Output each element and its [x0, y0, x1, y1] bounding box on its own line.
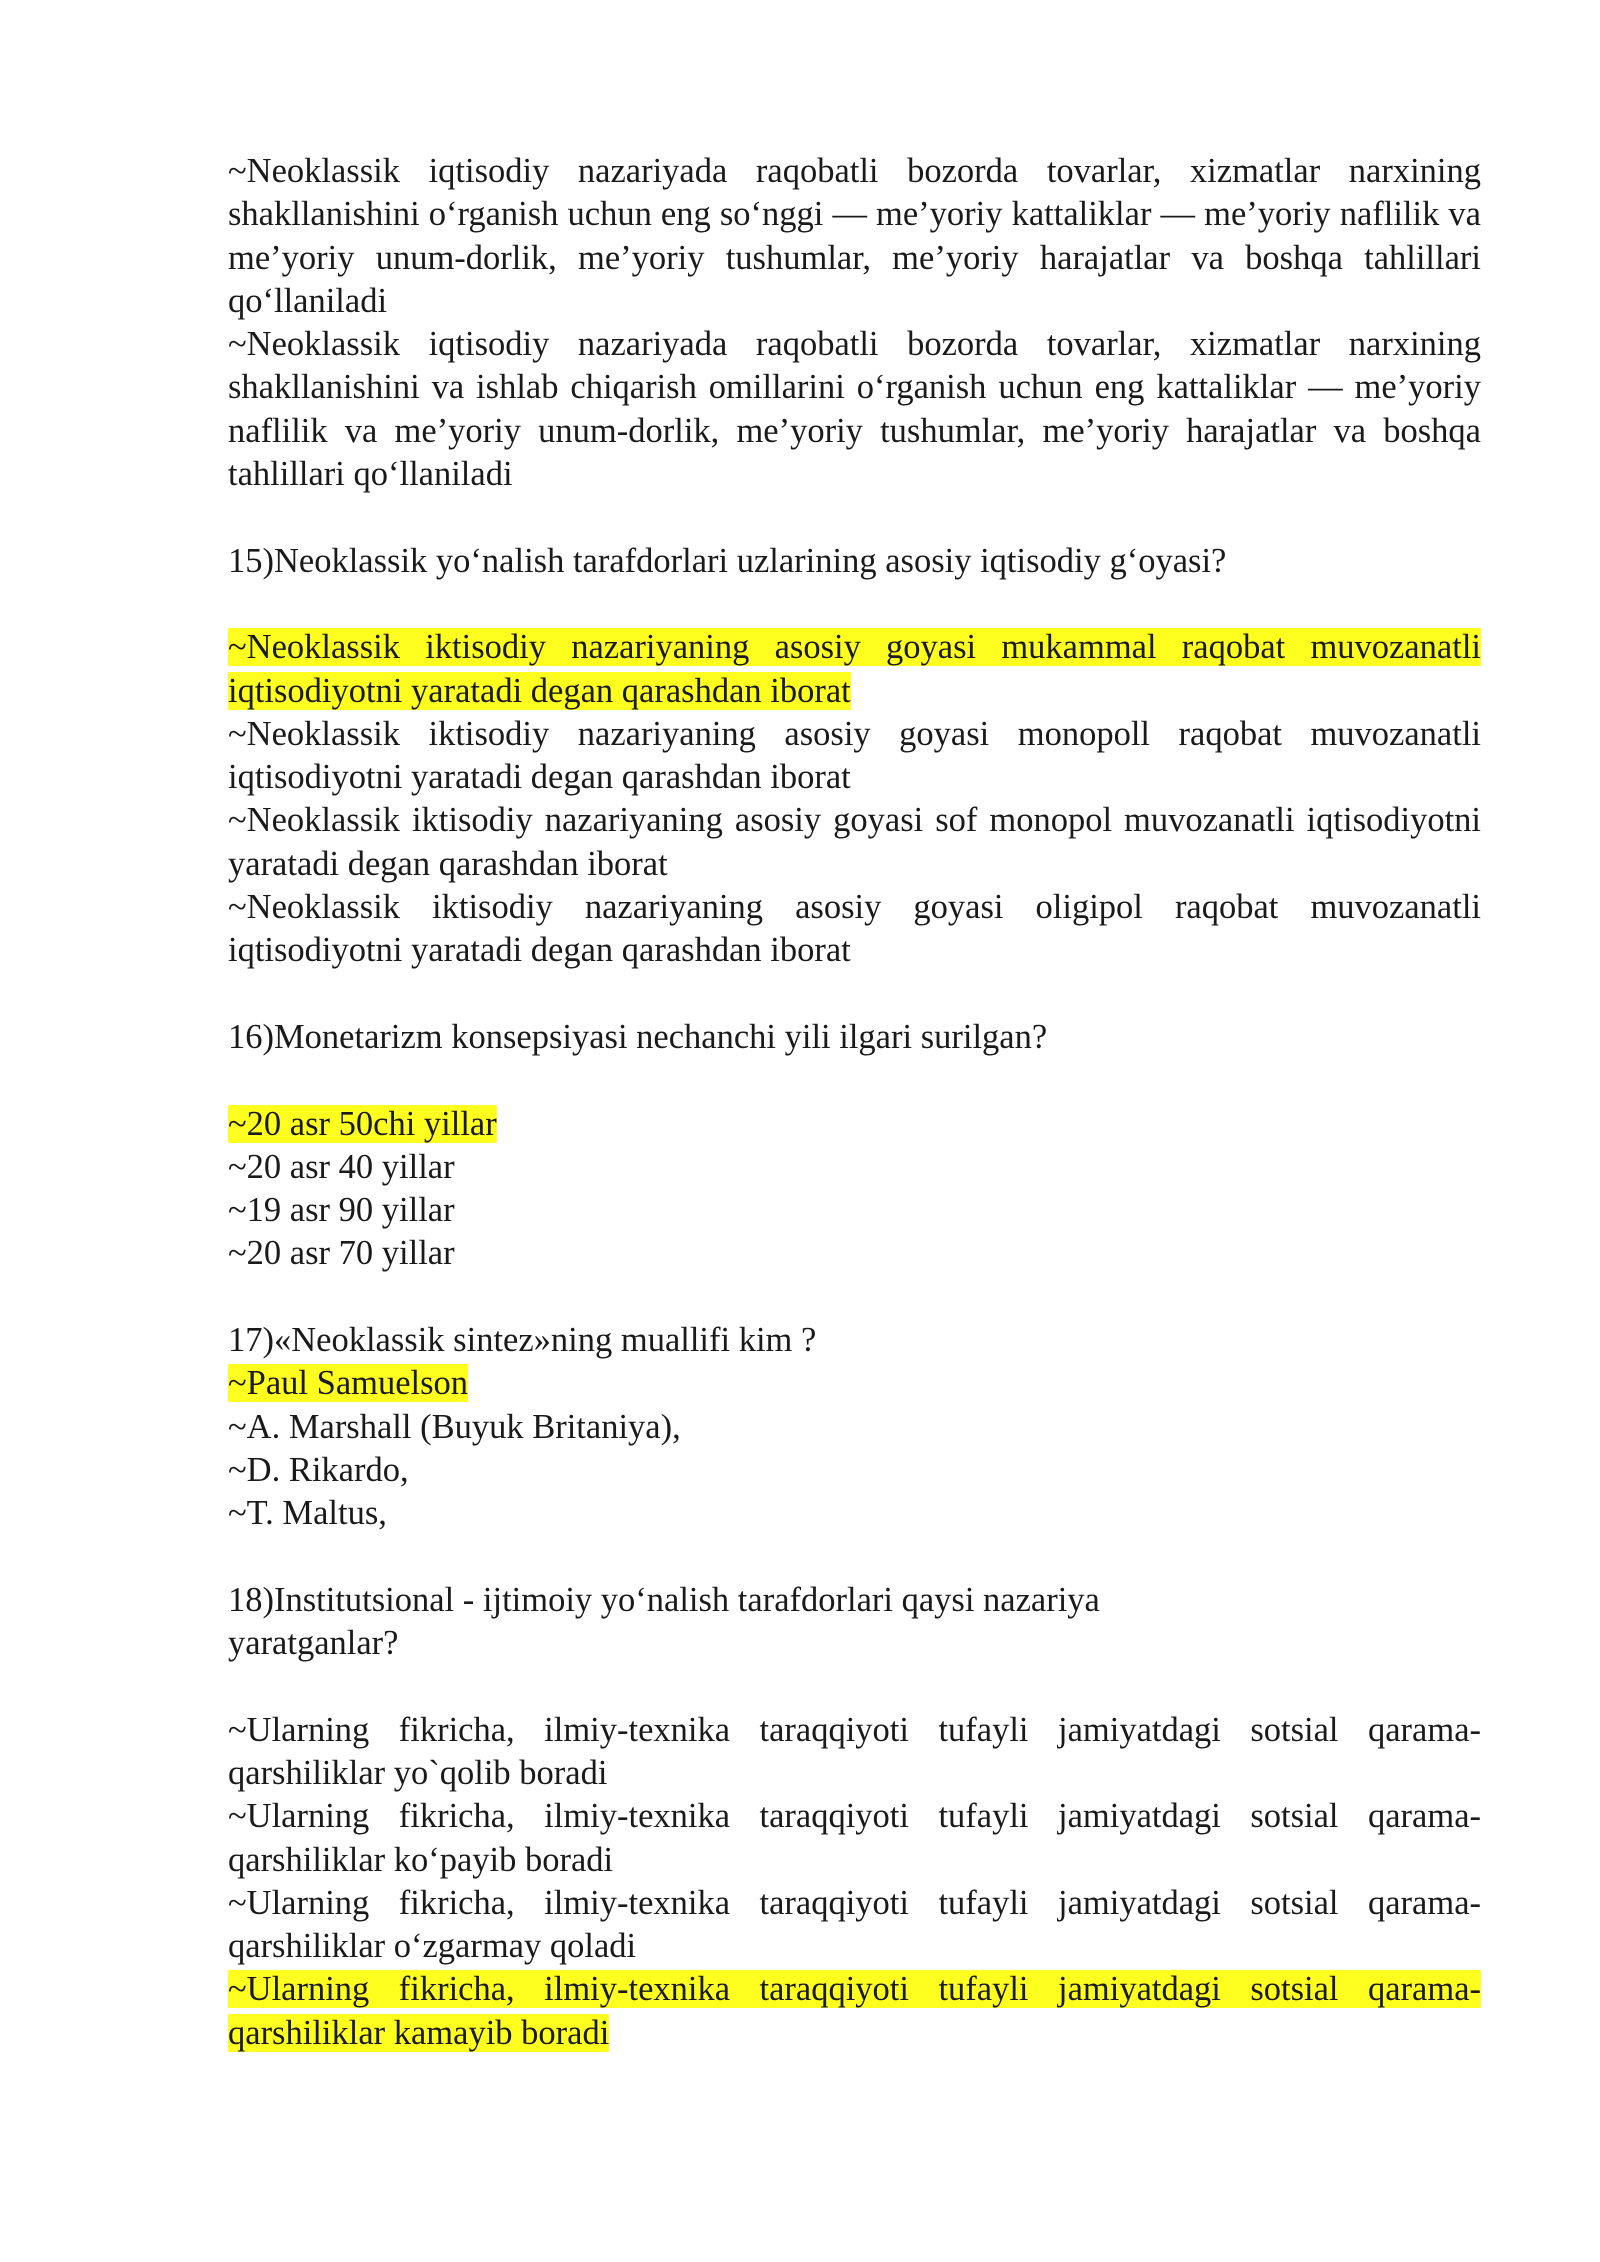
blank-line: [228, 1665, 1481, 1708]
answer-option: [228, 886, 1481, 973]
blank-line: [228, 1536, 1481, 1579]
question-text: [228, 1579, 1481, 1622]
paragraph-text: ~Neoklassik iktisodiy nazariyaning asosiy goyasi monopoll raqobat muvozanatli iqtisodiyotni yaratadi degan qarashdan iborat: [228, 714, 1481, 797]
answer-option: [228, 1795, 1481, 1882]
paragraph-text: ~Neoklassik iqtisodiy nazariyada raqobatli bozorda tovarlar, xizmatlar narxining shakllanishini o‘rganish uchun eng so‘nggi — me’yoriy kattaliklar — me’yoriy naflilik va me’yoriy unum-dorlik, me’yoriy tushumlar, me’yoriy harajatlar va boshqa tahlillari qo‘llaniladi: [228, 152, 1481, 320]
answer-option: [228, 1406, 1481, 1449]
paragraph-text: ~20 asr 40 yillar: [228, 1147, 455, 1186]
blank-line: [228, 496, 1481, 539]
answer-option: [228, 1146, 1481, 1189]
paragraph-text: 18)Institutsional - ijtimoiy yo‘nalish tarafdorlari qaysi nazariya: [228, 1580, 1100, 1619]
answer-option: [228, 150, 1481, 323]
blank-line: [228, 1276, 1481, 1319]
answer-option: [228, 1882, 1481, 1969]
paragraph-text: ~Ularning fikricha, ilmiy-texnika taraqqiyoti tufayli jamiyatdagi sotsial qarama-qarshiliklar o‘zgarmay qoladi: [228, 1883, 1481, 1966]
paragraph-text: ~20 asr 70 yillar: [228, 1234, 455, 1273]
highlighted-answer-option: [228, 1362, 1481, 1405]
answer-option: [228, 713, 1481, 800]
answer-option: [228, 1449, 1481, 1492]
paragraph-text: ~A. Marshall (Buyuk Britaniya),: [228, 1407, 681, 1446]
highlighted-text: ~Neoklassik iktisodiy nazariyaning asosiy goyasi mukammal raqobat muvozanatli iqtisodiyotni yaratadi degan qarashdan iborat: [228, 628, 1481, 710]
blank-line: [228, 1059, 1481, 1102]
answer-option: [228, 799, 1481, 886]
paragraph-text: ~Ularning fikricha, ilmiy-texnika taraqqiyoti tufayli jamiyatdagi sotsial qarama-qarshiliklar ko‘payib boradi: [228, 1797, 1481, 1879]
answer-option: [228, 1709, 1481, 1796]
paragraph-text: ~T. Maltus,: [228, 1494, 387, 1533]
paragraph-text: 15)Neoklassik yo‘nalish tarafdorlari uzlarining asosiy iqtisodiy g‘oyasi?: [228, 541, 1227, 580]
highlighted-text: ~20 asr 50chi yillar: [228, 1104, 497, 1143]
paragraph-text: 16)Monetarizm konsepsiyasi nechanchi yili ilgari surilgan?: [228, 1017, 1048, 1056]
highlighted-answer-option: [228, 626, 1481, 713]
paragraph-text: ~D. Rikardo,: [228, 1450, 409, 1489]
answer-option: [228, 1492, 1481, 1535]
question-text: [228, 540, 1481, 583]
answer-option: [228, 1232, 1481, 1275]
paragraph-text: 17)«Neoklassik sintez»ning muallifi kim ?: [228, 1321, 817, 1360]
question-text: [228, 1622, 1481, 1665]
paragraph-text: ~Neoklassik iktisodiy nazariyaning asosiy goyasi sof monopol muvozanatli iqtisodiyotni yaratadi degan qarashdan iborat: [228, 801, 1481, 883]
paragraph-text: ~Ularning fikricha, ilmiy-texnika taraqqiyoti tufayli jamiyatdagi sotsial qarama-qarshiliklar yo`qolib boradi: [228, 1710, 1481, 1792]
blank-line: [228, 583, 1481, 626]
question-text: [228, 1016, 1481, 1059]
paragraph-text: ~Neoklassik iktisodiy nazariyaning asosiy goyasi oligipol raqobat muvozanatli iqtisodiyotni yaratadi degan qarashdan iborat: [228, 888, 1481, 970]
question-text: [228, 1319, 1481, 1362]
answer-option: [228, 1189, 1481, 1232]
paragraph-text: yaratganlar?: [228, 1624, 399, 1663]
document-page: [228, 150, 1481, 2055]
paragraph-text: ~19 asr 90 yillar: [228, 1191, 455, 1230]
highlighted-answer-option: [228, 1968, 1481, 2055]
highlighted-text: ~Ularning fikricha, ilmiy-texnika taraqqiyoti tufayli jamiyatdagi sotsial qarama-qarshiliklar kamayib boradi: [228, 1970, 1481, 2052]
paragraph-text: ~Neoklassik iqtisodiy nazariyada raqobatli bozorda tovarlar, xizmatlar narxining shakllanishini va ishlab chiqarish omillarini o‘rganish uchun eng kattaliklar — me’yoriy naflilik va me’yoriy unum-dorlik, me’yoriy tushumlar, me’yoriy harajatlar va boshqa tahlillari qo‘llaniladi: [228, 325, 1481, 494]
answer-option: [228, 323, 1481, 496]
blank-line: [228, 973, 1481, 1016]
highlighted-answer-option: [228, 1103, 1481, 1146]
highlighted-text: ~Paul Samuelson: [228, 1364, 469, 1403]
